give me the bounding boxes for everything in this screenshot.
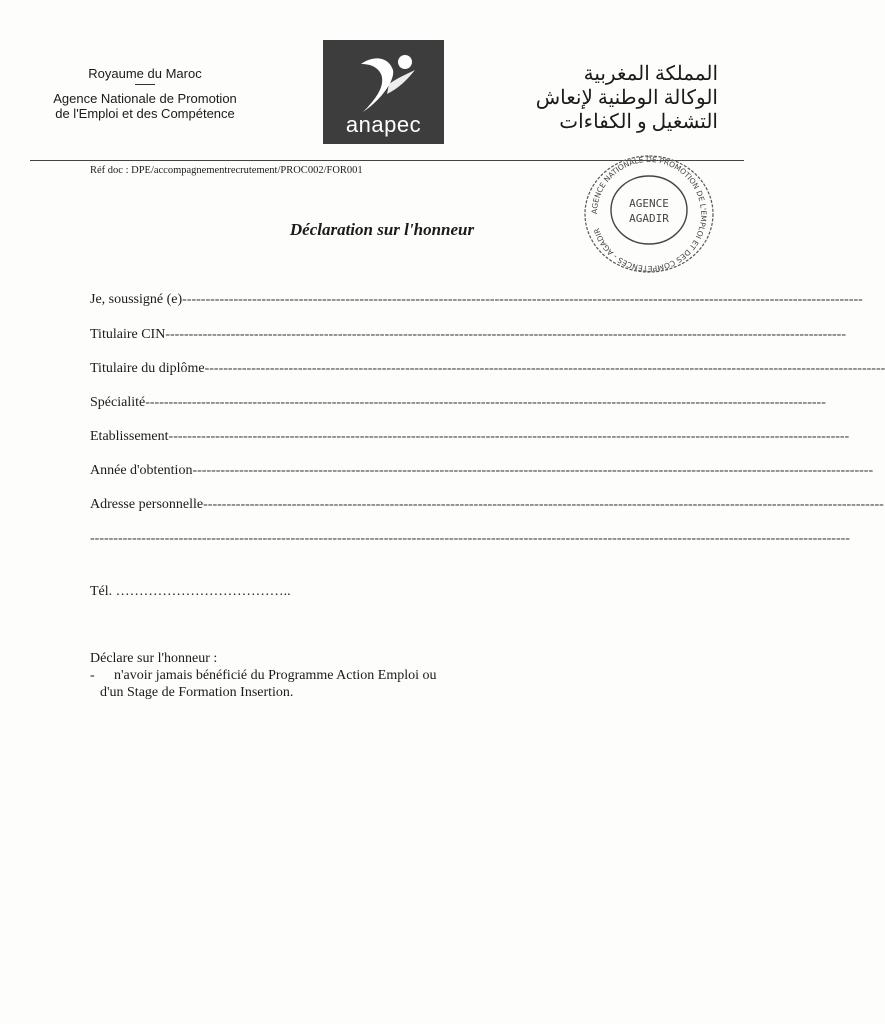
declaration-item-line1: n'avoir jamais bénéficié du Programme Action Emploi ou: [114, 668, 437, 683]
field-name[interactable]: Je, soussigné (e)--------------------------------------------------------------------------------------------------------------------------------------------------: [90, 292, 863, 307]
anapec-logo: [323, 40, 444, 144]
field-year[interactable]: Année d'obtention--------------------------------------------------------------------------------------------------------------------------------------------------: [90, 463, 874, 478]
field-speciality[interactable]: Spécialité--------------------------------------------------------------------------------------------------------------------------------------------------: [90, 395, 826, 410]
field-address-continued[interactable]: [90, 531, 850, 547]
page-title: Déclaration sur l'honneur: [289, 220, 475, 239]
kingdom-label-arabic: المملكة المغربية: [583, 63, 718, 85]
phone-fill-line: ………………………………..: [115, 584, 291, 599]
fill-line: --------------------------------------------------------------------------------------------------------------------------------------------------: [192, 463, 874, 478]
fill-line: --------------------------------------------------------------------------------------------------------------------------------------------------: [165, 327, 846, 342]
header-arabic: [536, 62, 718, 134]
declaration-item: [90, 667, 437, 701]
fill-line: --------------------------------------------------------------------------------------------------------------------------------------------------: [204, 361, 885, 376]
field-institution[interactable]: Etablissement--------------------------------------------------------------------------------------------------------------------------------------------------: [90, 429, 850, 444]
fill-line: --------------------------------------------------------------------------------------------------------------------------------------------------: [145, 395, 826, 410]
field-diploma[interactable]: Titulaire du diplôme--------------------------------------------------------------------------------------------------------------------------------------------------: [90, 361, 885, 376]
field-cin[interactable]: Titulaire CIN--------------------------------------------------------------------------------------------------------------------------------------------------: [90, 327, 846, 342]
stamp-line2: AGADIR: [629, 212, 669, 225]
agency-stamp: [582, 152, 716, 276]
fill-line: --------------------------------------------------------------------------------------------------------------------------------------------------: [168, 429, 850, 444]
document-reference: Réf doc : DPE/accompagnementrecrutement/PROC002/FOR001: [90, 165, 363, 176]
agency-name-arabic-line1: الوكالة الوطنية لإنعاش: [535, 87, 718, 109]
fill-line: --------------------------------------------------------------------------------------------------------------------------------------------------: [182, 292, 863, 307]
stamp-ring-text: AGENCE NATIONALE DE PROMOTION DE L'EMPLOI ET DES COMPETENCES - AGADIR: [589, 154, 709, 274]
header-separator: [135, 84, 155, 85]
fill-line: --------------------------------------------------------------------------------------------------------------------------------------------------: [203, 497, 884, 512]
stamp-line1: AGENCE: [629, 197, 669, 210]
field-address[interactable]: Adresse personnelle--------------------------------------------------------------------------------------------------------------------------------------------------: [90, 497, 884, 512]
header-french: [30, 66, 260, 121]
agency-name-line2: de l'Emploi et des Compétence: [55, 106, 235, 121]
logo-mark-icon: [323, 40, 444, 120]
declaration-block: [90, 650, 437, 701]
agency-name-line1: Agence Nationale de Promotion: [53, 91, 237, 106]
field-phone[interactable]: Tél. ………………………………..: [90, 584, 291, 599]
declaration-intro: Déclare sur l'honneur :: [90, 651, 218, 666]
logo-text: anapec: [345, 112, 422, 137]
bullet: -: [90, 668, 95, 683]
declaration-item-line2: d'un Stage de Formation Insertion.: [100, 685, 294, 700]
kingdom-label: Royaume du Maroc: [88, 66, 202, 81]
agency-name-arabic-line2: التشغيل و الكفاءات: [559, 111, 718, 133]
fill-line: -------------------------------------------------------------------------------------------------------------------------------------------------------------------: [90, 531, 850, 546]
